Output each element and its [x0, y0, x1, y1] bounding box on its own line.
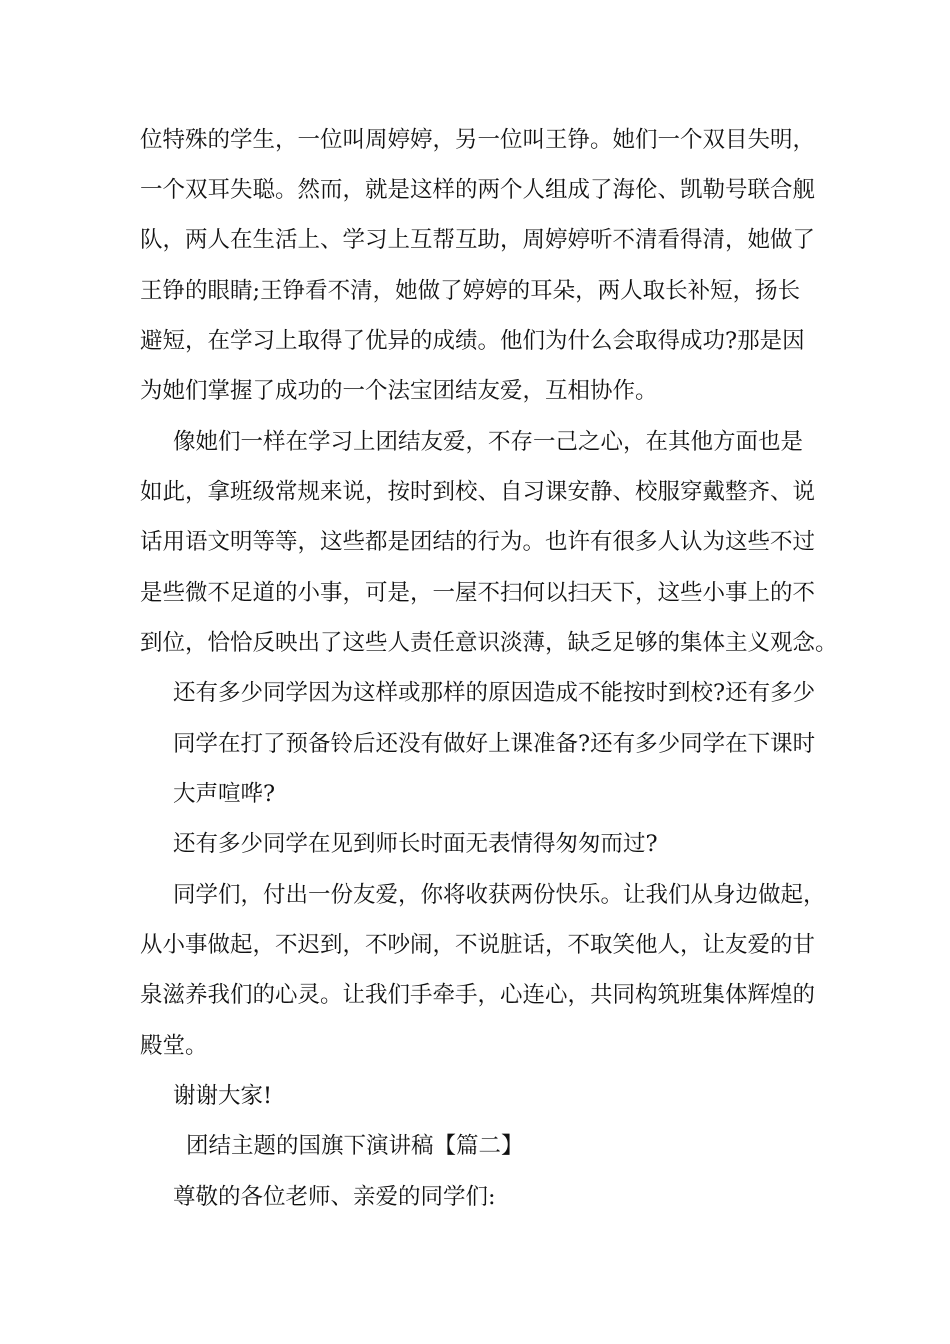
text-line: 话用语文明等等，这些都是团结的行为。也许有很多人认为这些不过: [140, 529, 816, 555]
text-line: 谢谢大家!: [173, 1083, 273, 1109]
text-line: 泉滋养我们的心灵。让我们手牵手，心连心，共同构筑班集体辉煌的: [140, 982, 816, 1008]
text-line: 同学们，付出一份友爱，你将收获两份快乐。让我们从身边做起，: [173, 882, 826, 908]
text-line: 为她们掌握了成功的一个法宝团结友爱，互相协作。: [140, 378, 658, 404]
text-line: 一个双耳失聪。然而，就是这样的两个人组成了海伦、凯勒号联合舰: [140, 177, 816, 203]
text-line: 位特殊的学生，一位叫周婷婷，另一位叫王铮。她们一个双目失明，: [140, 127, 816, 153]
text-line: 如此，拿班级常规来说，按时到校、自习课安静、校服穿戴整齐、说: [140, 479, 816, 505]
text-line: 殿堂。: [140, 1033, 208, 1059]
text-line: 从小事做起，不迟到，不吵闹，不说脏话，不取笑他人，让友爱的甘: [140, 932, 816, 958]
text-line: 像她们一样在学习上团结友爱，不存一己之心，在其他方面也是: [173, 429, 804, 455]
text-line: 队，两人在生活上、学习上互帮互助，周婷婷听不清看得清，她做了: [140, 227, 816, 253]
text-line: 还有多少同学因为这样或那样的原因造成不能按时到校?还有多少: [173, 680, 816, 706]
text-line: 大声喧哗?: [173, 781, 276, 807]
section-heading: 团结主题的国旗下演讲稿【篇二】: [186, 1133, 524, 1159]
text-line: 同学在打了预备铃后还没有做好上课准备?还有多少同学在下课时: [173, 731, 816, 757]
salutation: 尊敬的各位老师、亲爱的同学们:: [173, 1184, 496, 1210]
text-line: 王铮的眼睛;王铮看不清，她做了婷婷的耳朵，两人取长补短，扬长: [140, 278, 801, 304]
text-line: 还有多少同学在见到师长时面无表情得匆匆而过?: [173, 831, 658, 857]
text-line: 避短，在学习上取得了优异的成绩。他们为什么会取得成功?那是因: [140, 328, 805, 354]
text-line: 是些微不足道的小事，可是，一屋不扫何以扫天下，这些小事上的不: [140, 580, 816, 606]
text-line: 到位，恰恰反映出了这些人责任意识淡薄，缺乏足够的集体主义观念。: [140, 630, 838, 656]
